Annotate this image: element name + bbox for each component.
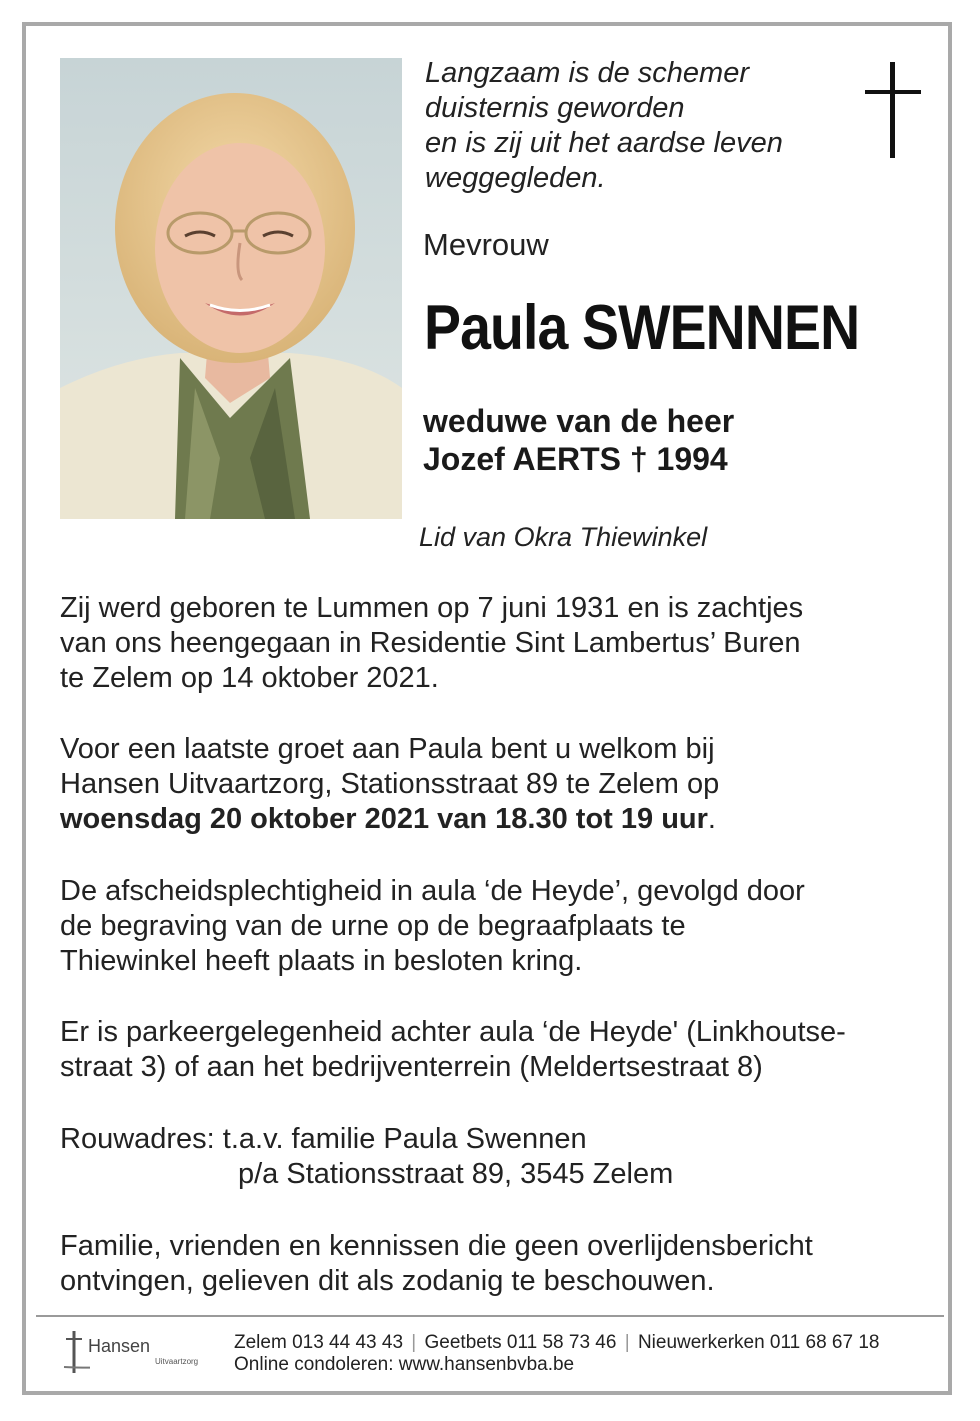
poem-line: Langzaam is de schemer xyxy=(425,57,749,89)
hansen-logo xyxy=(60,1327,200,1379)
spouse-line: weduwe van de heer xyxy=(423,403,735,439)
ceremony-paragraph xyxy=(60,874,805,979)
text-line: ontvingen, gelieven dit als zodanig te beschouwen. xyxy=(60,1265,715,1297)
text-line: van ons heengegaan in Residentie Sint Lambertus’ Buren xyxy=(60,627,801,659)
phone-zelem: Zelem 013 44 43 43 xyxy=(234,1332,404,1353)
separator: | xyxy=(411,1332,417,1353)
parking-paragraph xyxy=(60,1015,846,1085)
footer-contact xyxy=(234,1332,879,1376)
separator: | xyxy=(624,1332,630,1353)
visitation-datetime: woensdag 20 oktober 2021 van 18.30 tot 19 uur xyxy=(60,803,708,835)
address-block xyxy=(60,1122,673,1192)
text-line: Er is parkeergelegenheid achter aula ‘de Heyde' (Linkhoutse- xyxy=(60,1016,846,1048)
text-line: De afscheidsplechtigheid in aula ‘de Heyde’, gevolgd door xyxy=(60,875,805,907)
poem-line: duisternis geworden xyxy=(425,92,685,124)
logo-sub: Uitvaartzorg xyxy=(155,1357,199,1366)
footer-divider xyxy=(36,1315,944,1317)
text-line: Voor een laatste groet aan Paula bent u welkom bij xyxy=(60,733,715,765)
online-condolence[interactable]: Online condoleren: www.hansenbvba.be xyxy=(234,1354,575,1375)
spouse-line: Jozef AERTS † 1994 xyxy=(423,441,728,477)
logo-name: Hansen xyxy=(88,1336,151,1356)
logo-mark-icon xyxy=(60,1327,90,1377)
salutation: Mevrouw xyxy=(423,227,549,262)
text-line: Familie, vrienden en kennissen die geen overlijdensbericht xyxy=(60,1230,813,1262)
phone-geetbets: Geetbets 011 58 73 46 xyxy=(424,1332,617,1353)
address-line: Rouwadres: t.a.v. familie Paula Swennen xyxy=(60,1123,587,1155)
closing-paragraph xyxy=(60,1229,813,1299)
text-line: woensdag 20 oktober 2021 van 18.30 tot 19 uur. xyxy=(60,803,716,835)
text-line: de begraving van de urne op de begraafplaats te xyxy=(60,910,686,942)
poem xyxy=(425,56,783,196)
portrait-photo xyxy=(60,58,402,519)
visitation-paragraph xyxy=(60,732,719,837)
cross-icon xyxy=(865,62,921,158)
poem-line: en is zij uit het aardse leven xyxy=(425,127,783,159)
text-line: te Zelem op 14 oktober 2021. xyxy=(60,662,439,694)
text-line: Zij werd geboren te Lummen op 7 juni 1931 en is zachtjes xyxy=(60,592,804,624)
text-line: Thiewinkel heeft plaats in besloten kring. xyxy=(60,945,583,977)
text-line: straat 3) of aan het bedrijventerrein (Meldertsestraat 8) xyxy=(60,1051,763,1083)
phone-line xyxy=(234,1332,879,1354)
text-line: Hansen Uitvaartzorg, Stationsstraat 89 te Zelem op xyxy=(60,768,720,800)
birth-paragraph xyxy=(60,591,803,696)
deceased-name: Paula SWENNEN xyxy=(424,293,860,363)
membership: Lid van Okra Thiewinkel xyxy=(419,522,708,552)
address-line: p/a Stationsstraat 89, 3545 Zelem xyxy=(238,1158,674,1190)
phone-nieuwerkerken: Nieuwerkerken 011 68 67 18 xyxy=(637,1332,880,1353)
spouse-info xyxy=(423,402,734,478)
poem-line: weggegleden. xyxy=(425,162,606,194)
